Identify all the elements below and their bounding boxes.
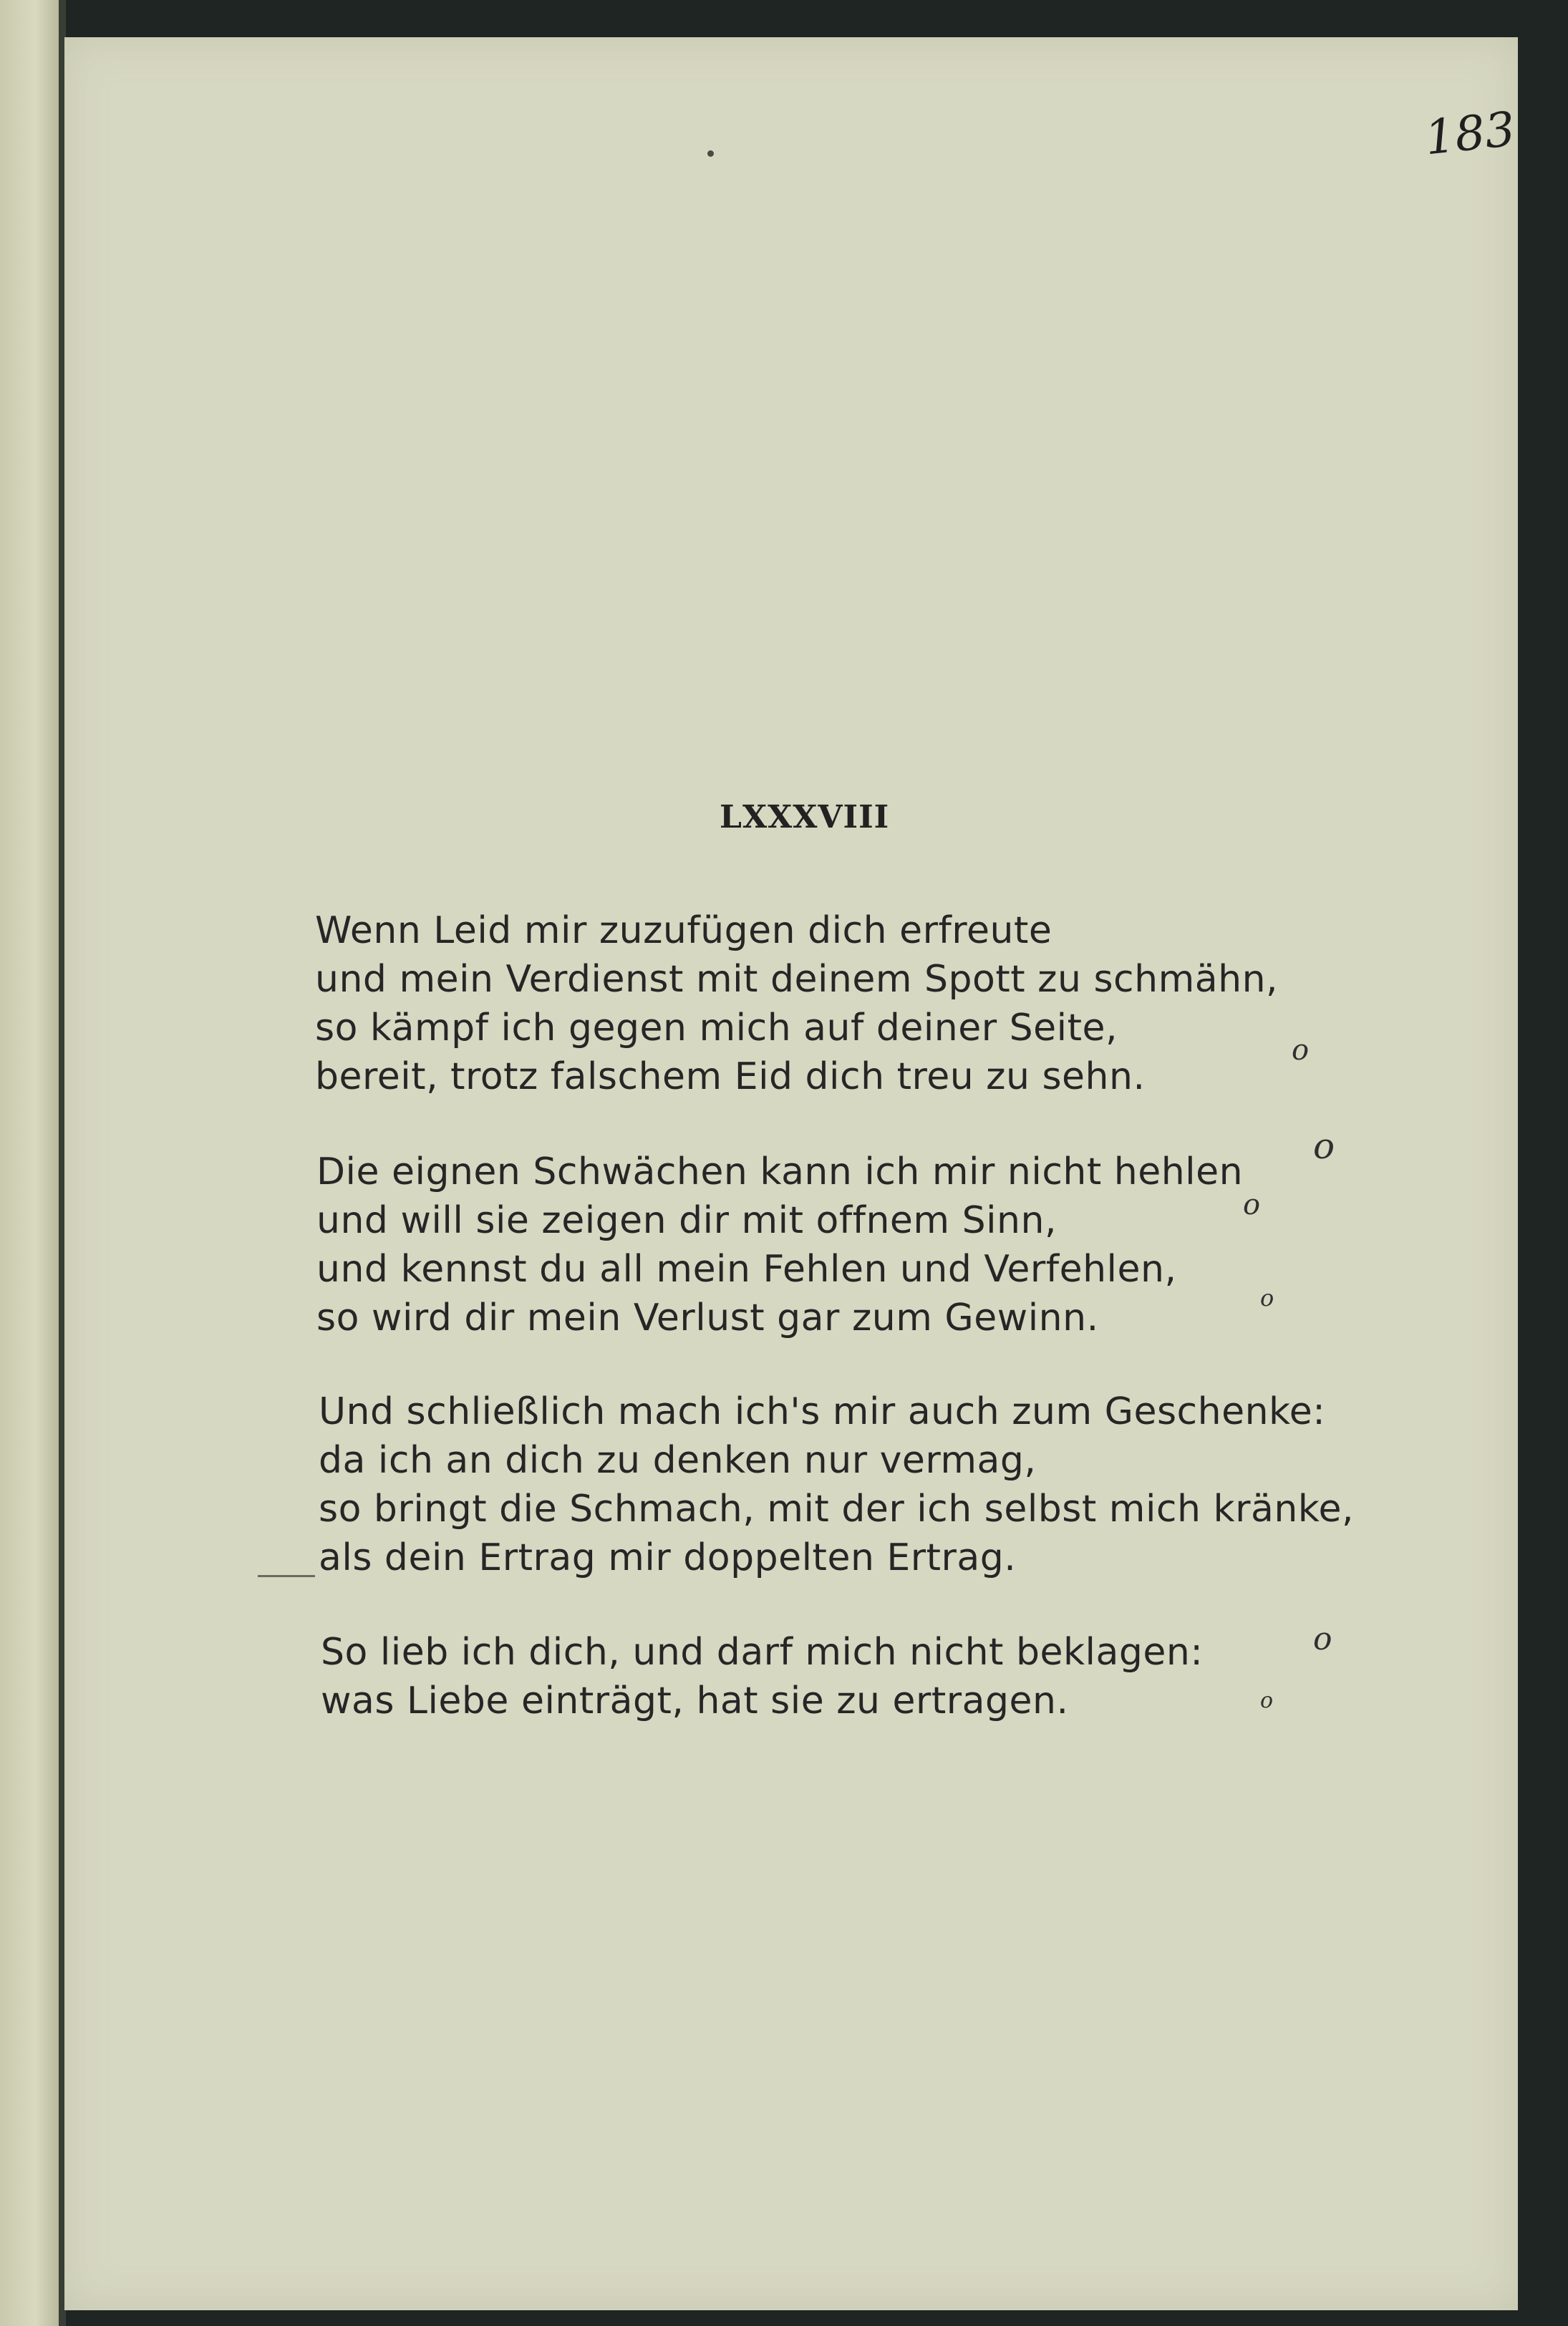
book-page <box>64 37 1518 2310</box>
poem-line: bereit, trotz falschem Eid dich treu zu sehn. <box>315 1055 1146 1098</box>
margin-mark: o <box>1260 1688 1274 1713</box>
poem-line: da ich an dich zu denken nur vermag, <box>319 1439 1037 1482</box>
margin-mark: o <box>1260 1284 1274 1312</box>
margin-mark: o <box>1243 1188 1261 1221</box>
ink-dot <box>707 150 714 157</box>
poem-line: Die eignen Schwächen kann ich mir nicht hehlen <box>316 1150 1244 1193</box>
poem-line: so wird dir mein Verlust gar zum Gewinn. <box>316 1297 1099 1339</box>
previous-page-edge <box>0 0 59 2326</box>
poem-line: so bringt die Schmach, mit der ich selbst mich kränke, <box>319 1488 1355 1531</box>
poem-line: und kennst du all mein Fehlen und Verfehlen, <box>316 1248 1177 1291</box>
margin-mark: o <box>1313 1125 1335 1167</box>
page-number: 183 <box>1422 101 1518 166</box>
poem-line: So lieb ich dich, und darf mich nicht beklagen: <box>321 1631 1204 1674</box>
poem-line: so kämpf ich gegen mich auf deiner Seite, <box>315 1007 1118 1050</box>
margin-mark: o <box>1292 1034 1310 1067</box>
poem-line: Wenn Leid mir zuzufügen dich erfreute <box>315 909 1052 952</box>
poem-number: LXXXVIII <box>720 799 890 835</box>
poem-line: als dein Ertrag mir doppelten Ertrag. <box>319 1536 1017 1579</box>
margin-mark: o <box>1313 1621 1332 1657</box>
poem-line: Und schließlich mach ich's mir auch zum Geschenke: <box>319 1390 1326 1433</box>
poem-line: und mein Verdienst mit deinem Spott zu schmähn, <box>315 958 1279 1001</box>
poem-line: was Liebe einträgt, hat sie zu ertragen. <box>321 1680 1069 1722</box>
poem-line: und will sie zeigen dir mit offnem Sinn, <box>316 1199 1057 1242</box>
margin-pencil-dash <box>258 1575 315 1577</box>
